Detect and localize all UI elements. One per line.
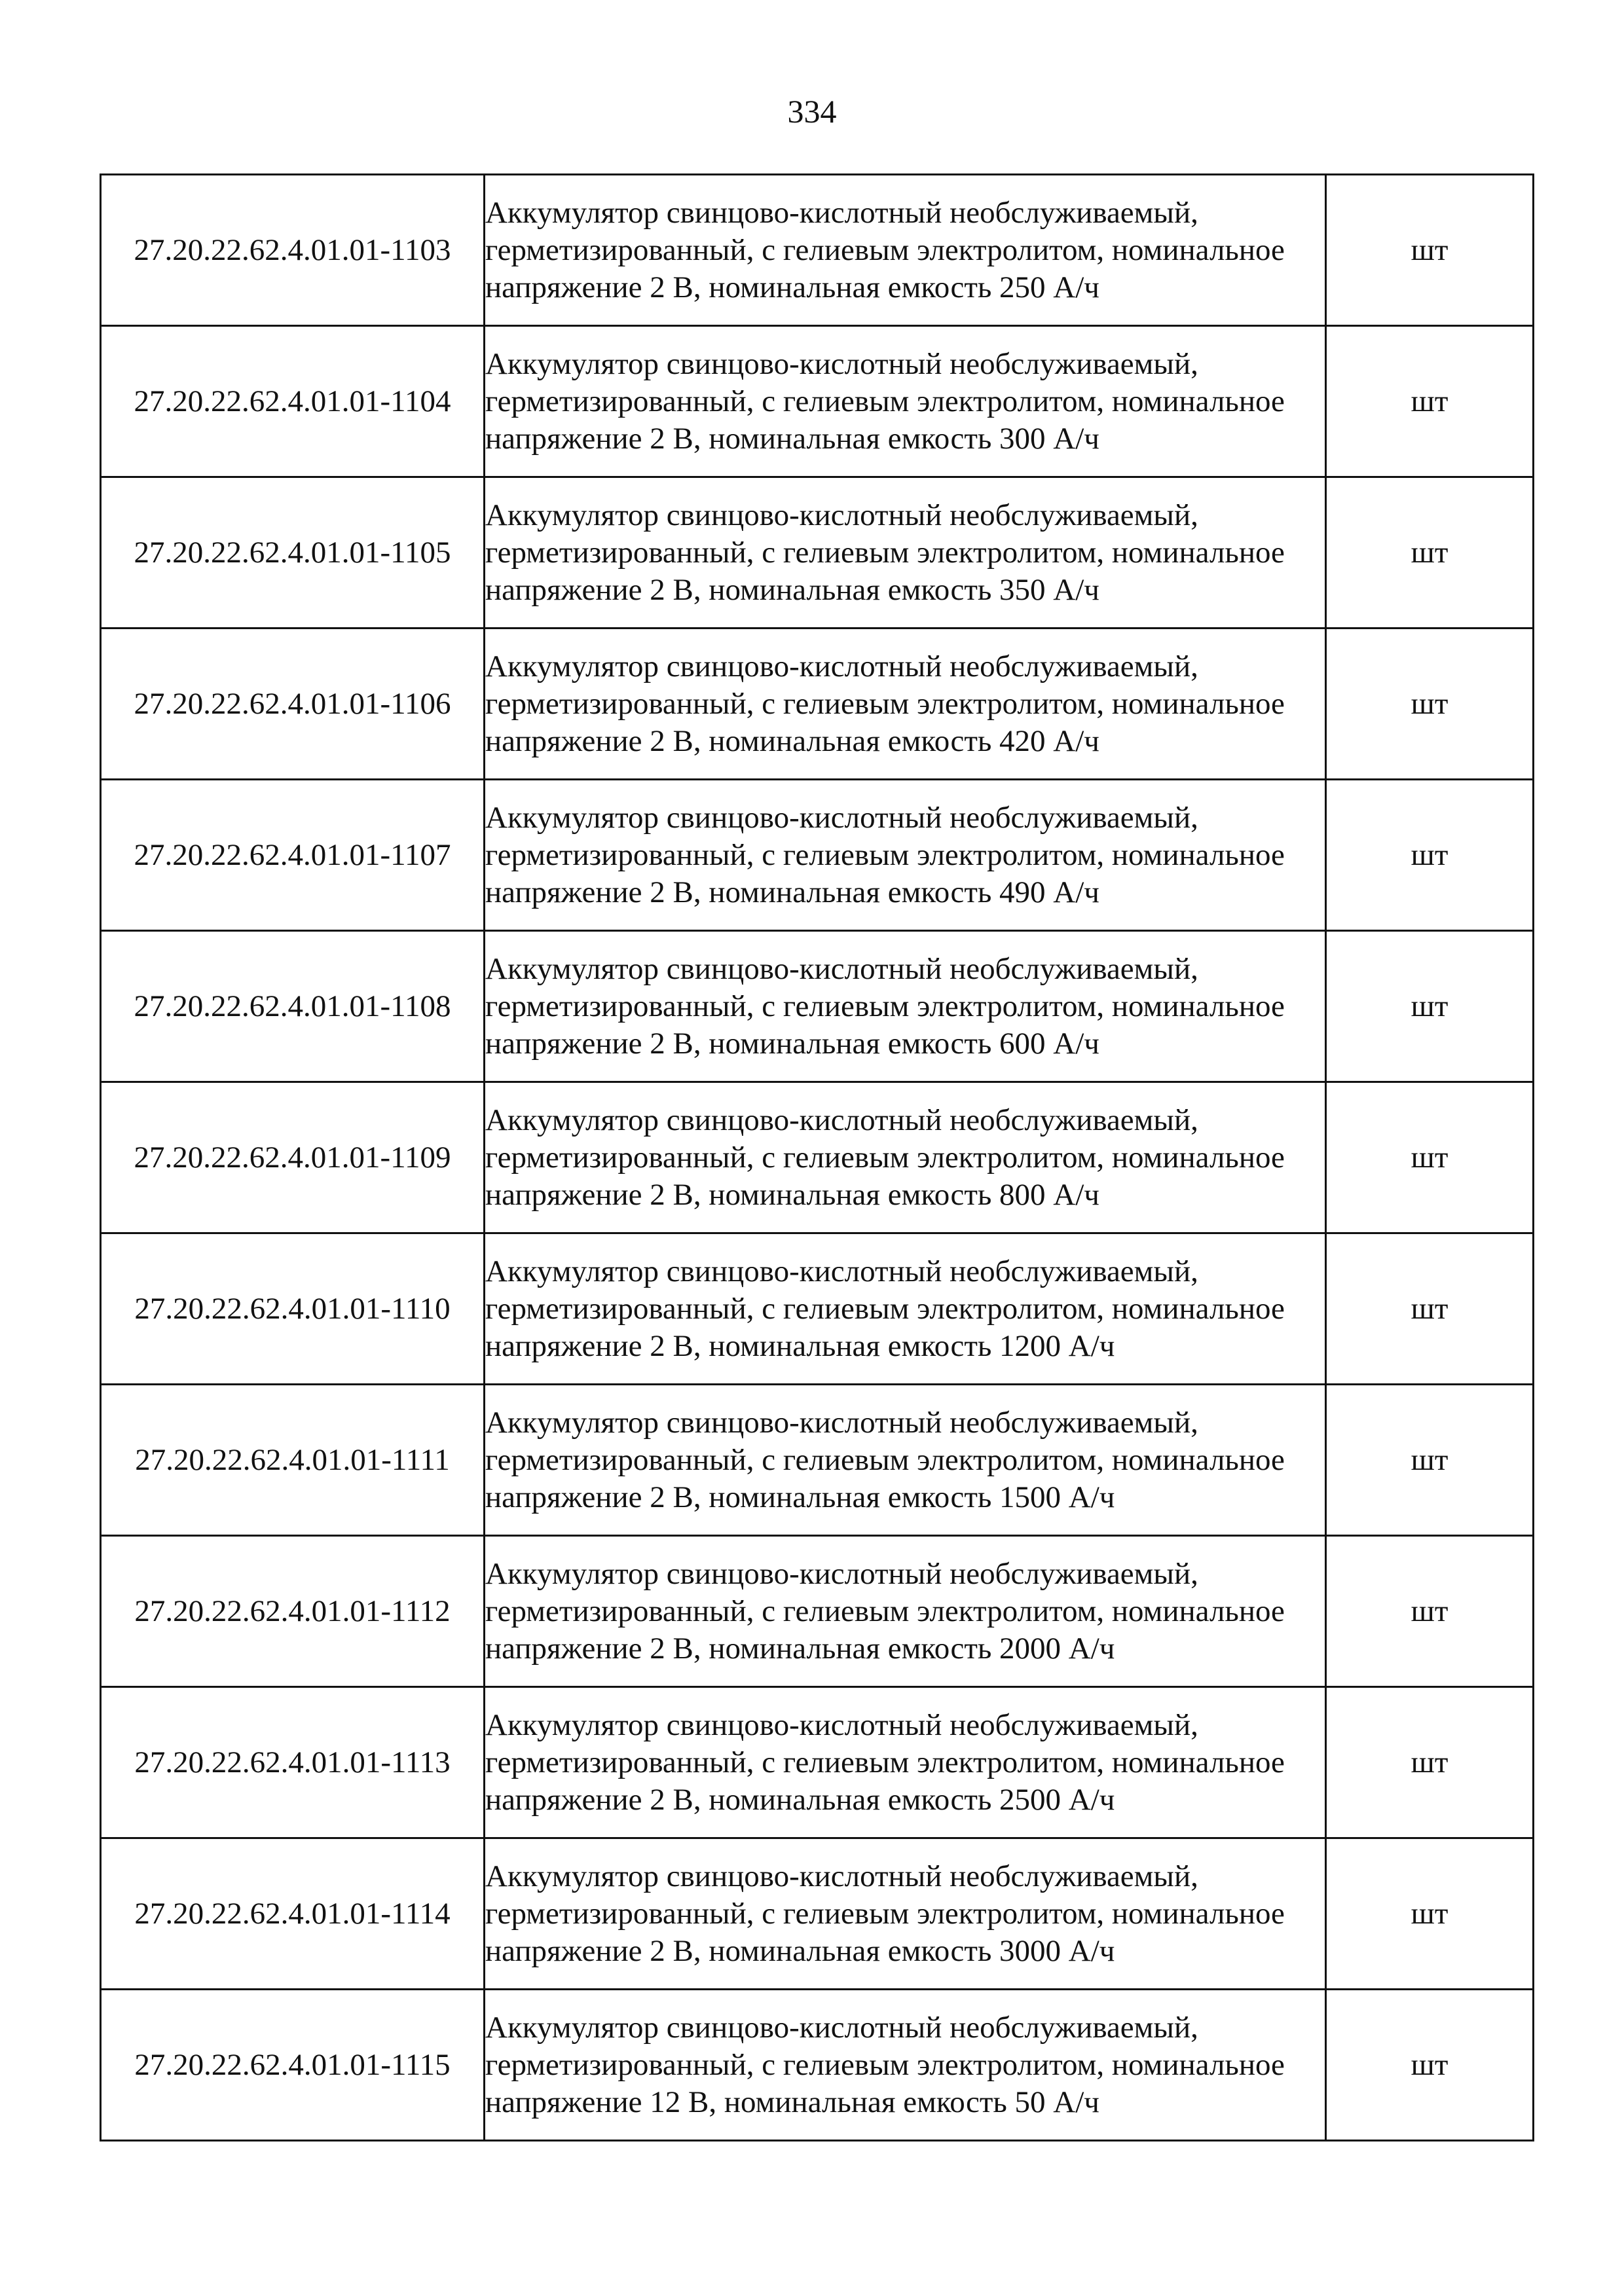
table-row [101, 477, 1534, 629]
unit-of-measure: шт [1326, 1233, 1534, 1385]
unit-of-measure: шт [1326, 1385, 1534, 1536]
resource-code: 27.20.22.62.4.01.01-1113 [101, 1687, 485, 1838]
resource-code: 27.20.22.62.4.01.01-1104 [101, 326, 485, 477]
resource-description: Аккумулятор свинцово-кислотный необслуживаемый, герметизированный, с гелиевым электролитом, номинальное напряжение 2 В, номинальная емкость 600 А/ч [485, 931, 1326, 1082]
resource-description: Аккумулятор свинцово-кислотный необслуживаемый, герметизированный, с гелиевым электролитом, номинальное напряжение 2 В, номинальная емкость 3000 А/ч [485, 1838, 1326, 1990]
unit-of-measure: шт [1326, 477, 1534, 629]
resource-code: 27.20.22.62.4.01.01-1108 [101, 931, 485, 1082]
page-number: 334 [787, 93, 837, 130]
unit-of-measure: шт [1326, 1082, 1534, 1233]
resource-description: Аккумулятор свинцово-кислотный необслуживаемый, герметизированный, с гелиевым электролитом, номинальное напряжение 2 В, номинальная емкость 350 А/ч [485, 477, 1326, 629]
table-row [101, 780, 1534, 931]
unit-of-measure: шт [1326, 1536, 1534, 1687]
resource-code: 27.20.22.62.4.01.01-1105 [101, 477, 485, 629]
resource-description: Аккумулятор свинцово-кислотный необслуживаемый, герметизированный, с гелиевым электролитом, номинальное напряжение 2 В, номинальная емкость 1500 А/ч [485, 1385, 1326, 1536]
table-row [101, 326, 1534, 477]
table-row [101, 175, 1534, 326]
unit-of-measure: шт [1326, 175, 1534, 326]
unit-of-measure: шт [1326, 1838, 1534, 1990]
table-row [101, 1838, 1534, 1990]
table-row [101, 1536, 1534, 1687]
resource-code: 27.20.22.62.4.01.01-1114 [101, 1838, 485, 1990]
table-row [101, 1233, 1534, 1385]
resource-description: Аккумулятор свинцово-кислотный необслуживаемый, герметизированный, с гелиевым электролитом, номинальное напряжение 2 В, номинальная емкость 490 А/ч [485, 780, 1326, 931]
resource-description: Аккумулятор свинцово-кислотный необслуживаемый, герметизированный, с гелиевым электролитом, номинальное напряжение 2 В, номинальная емкость 800 А/ч [485, 1082, 1326, 1233]
resource-code: 27.20.22.62.4.01.01-1111 [101, 1385, 485, 1536]
table-row [101, 1385, 1534, 1536]
table-row [101, 1990, 1534, 2141]
unit-of-measure: шт [1326, 1687, 1534, 1838]
unit-of-measure: шт [1326, 326, 1534, 477]
resource-description: Аккумулятор свинцово-кислотный необслуживаемый, герметизированный, с гелиевым электролитом, номинальное напряжение 2 В, номинальная емкость 420 А/ч [485, 629, 1326, 780]
unit-of-measure: шт [1326, 1990, 1534, 2141]
resource-code: 27.20.22.62.4.01.01-1106 [101, 629, 485, 780]
unit-of-measure: шт [1326, 780, 1534, 931]
table-row [101, 1082, 1534, 1233]
resource-description: Аккумулятор свинцово-кислотный необслуживаемый, герметизированный, с гелиевым электролитом, номинальное напряжение 2 В, номинальная емкость 2500 А/ч [485, 1687, 1326, 1838]
resource-code: 27.20.22.62.4.01.01-1110 [101, 1233, 485, 1385]
table-row [101, 931, 1534, 1082]
resource-code: 27.20.22.62.4.01.01-1107 [101, 780, 485, 931]
resource-description: Аккумулятор свинцово-кислотный необслуживаемый, герметизированный, с гелиевым электролитом, номинальное напряжение 2 В, номинальная емкость 1200 А/ч [485, 1233, 1326, 1385]
table-row [101, 629, 1534, 780]
resource-code: 27.20.22.62.4.01.01-1112 [101, 1536, 485, 1687]
resource-code: 27.20.22.62.4.01.01-1115 [101, 1990, 485, 2141]
unit-of-measure: шт [1326, 931, 1534, 1082]
unit-of-measure: шт [1326, 629, 1534, 780]
table-row [101, 1687, 1534, 1838]
resource-code: 27.20.22.62.4.01.01-1109 [101, 1082, 485, 1233]
resource-code: 27.20.22.62.4.01.01-1103 [101, 175, 485, 326]
resource-table [100, 173, 1534, 2141]
resource-description: Аккумулятор свинцово-кислотный необслуживаемый, герметизированный, с гелиевым электролитом, номинальное напряжение 2 В, номинальная емкость 300 А/ч [485, 326, 1326, 477]
resource-description: Аккумулятор свинцово-кислотный необслуживаемый, герметизированный, с гелиевым электролитом, номинальное напряжение 2 В, номинальная емкость 250 А/ч [485, 175, 1326, 326]
resource-description: Аккумулятор свинцово-кислотный необслуживаемый, герметизированный, с гелиевым электролитом, номинальное напряжение 12 В, номинальная емкость 50 А/ч [485, 1990, 1326, 2141]
resource-description: Аккумулятор свинцово-кислотный необслуживаемый, герметизированный, с гелиевым электролитом, номинальное напряжение 2 В, номинальная емкость 2000 А/ч [485, 1536, 1326, 1687]
